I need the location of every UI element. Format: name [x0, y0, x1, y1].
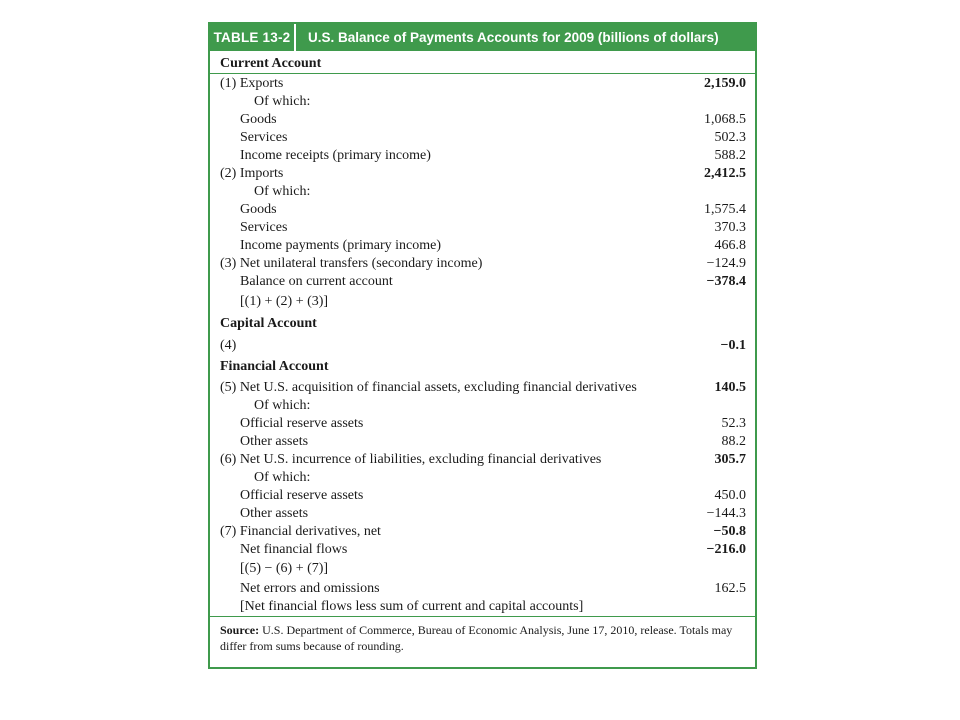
- row-value: 2,159.0: [704, 76, 746, 91]
- row-label: Services: [240, 130, 288, 145]
- table-row: [210, 293, 755, 311]
- source-text: U.S. Department of Commerce, Bureau of Economic Analysis, June 17, 2010, release. Totals may differ from sums because of rounding.: [220, 623, 733, 653]
- row-value: 450.0: [714, 488, 746, 503]
- row-value: −378.4: [706, 274, 746, 289]
- row-label: Net financial flows: [240, 542, 348, 557]
- row-label: Other assets: [240, 506, 309, 521]
- row-label: Balance on current account: [240, 274, 393, 289]
- table-row: [210, 337, 755, 355]
- table-row: [210, 129, 755, 147]
- row-label: Goods: [240, 112, 277, 127]
- row-value: 1,575.4: [704, 202, 746, 217]
- row-label: Of which:: [254, 184, 311, 199]
- table-row: [210, 598, 755, 616]
- row-label: (1) Exports: [220, 76, 284, 91]
- table-row: [210, 183, 755, 201]
- row-label: (7) Financial derivatives, net: [220, 524, 381, 539]
- table-row: [210, 93, 755, 111]
- table-row: [210, 469, 755, 487]
- row-label: (4): [220, 338, 237, 353]
- row-label: Income payments (primary income): [240, 238, 441, 253]
- row-label: [(5) − (6) + (7)]: [240, 561, 329, 576]
- row-value: 88.2: [721, 434, 746, 449]
- row-label: Official reserve assets: [240, 488, 364, 503]
- source-prefix: Source:: [220, 623, 260, 637]
- table-row: [210, 451, 755, 469]
- balance-of-payments-table: [208, 22, 757, 669]
- row-value: −124.9: [706, 256, 746, 271]
- row-value: −216.0: [706, 542, 746, 557]
- table-row: [210, 433, 755, 451]
- table-row: [210, 111, 755, 129]
- divider: [210, 73, 755, 74]
- row-value: 162.5: [714, 581, 746, 596]
- row-value: −0.1: [720, 338, 746, 353]
- row-value: 305.7: [714, 452, 746, 467]
- row-label: Services: [240, 220, 288, 235]
- row-label: (2) Imports: [220, 166, 284, 181]
- row-label: (3) Net unilateral transfers (secondary income): [220, 256, 483, 271]
- row-label: [Net financial flows less sum of current and capital accounts]: [240, 599, 584, 614]
- section-current-account: Current Account: [220, 56, 322, 71]
- row-label: Of which:: [254, 94, 311, 109]
- table-row: [210, 147, 755, 165]
- source-note: [220, 622, 745, 654]
- table-header: [210, 24, 755, 51]
- row-value: −50.8: [713, 524, 746, 539]
- divider: [210, 616, 755, 617]
- row-label: Other assets: [240, 434, 309, 449]
- row-label: Of which:: [254, 398, 311, 413]
- table-row: [210, 255, 755, 273]
- table-row: [210, 379, 755, 397]
- row-value: 502.3: [714, 130, 746, 145]
- row-label: (6) Net U.S. incurrence of liabilities, excluding financial derivatives: [220, 452, 602, 467]
- row-label: Official reserve assets: [240, 416, 364, 431]
- table-row: [210, 201, 755, 219]
- row-value: 140.5: [714, 380, 746, 395]
- row-value: 52.3: [721, 416, 746, 431]
- row-label: Goods: [240, 202, 277, 217]
- row-value: 370.3: [714, 220, 746, 235]
- row-label: [(1) + (2) + (3)]: [240, 294, 329, 309]
- row-value: −144.3: [706, 506, 746, 521]
- table-row: [210, 560, 755, 578]
- table-title: U.S. Balance of Payments Accounts for 2009 (billions of dollars): [308, 30, 719, 45]
- table-row: [210, 165, 755, 183]
- table-row: [210, 415, 755, 433]
- row-value: 2,412.5: [704, 166, 746, 181]
- table-row: [210, 523, 755, 541]
- section-capital-account: Capital Account: [220, 316, 317, 331]
- table-row: [210, 580, 755, 598]
- section-financial-account: Financial Account: [220, 359, 329, 374]
- row-label: (5) Net U.S. acquisition of financial assets, excluding financial derivatives: [220, 380, 637, 395]
- table-number: TABLE 13-2: [210, 24, 296, 51]
- row-label: Of which:: [254, 470, 311, 485]
- table-row: [210, 505, 755, 523]
- table-row: [210, 487, 755, 505]
- row-value: 588.2: [714, 148, 746, 163]
- row-label: Income receipts (primary income): [240, 148, 431, 163]
- table-row: [210, 273, 755, 291]
- table-row: [210, 397, 755, 415]
- row-value: 466.8: [714, 238, 746, 253]
- table-row: [210, 75, 755, 93]
- table-row: [210, 219, 755, 237]
- table-row: [210, 237, 755, 255]
- row-value: 1,068.5: [704, 112, 746, 127]
- row-label: Net errors and omissions: [240, 581, 380, 596]
- table-row: [210, 541, 755, 559]
